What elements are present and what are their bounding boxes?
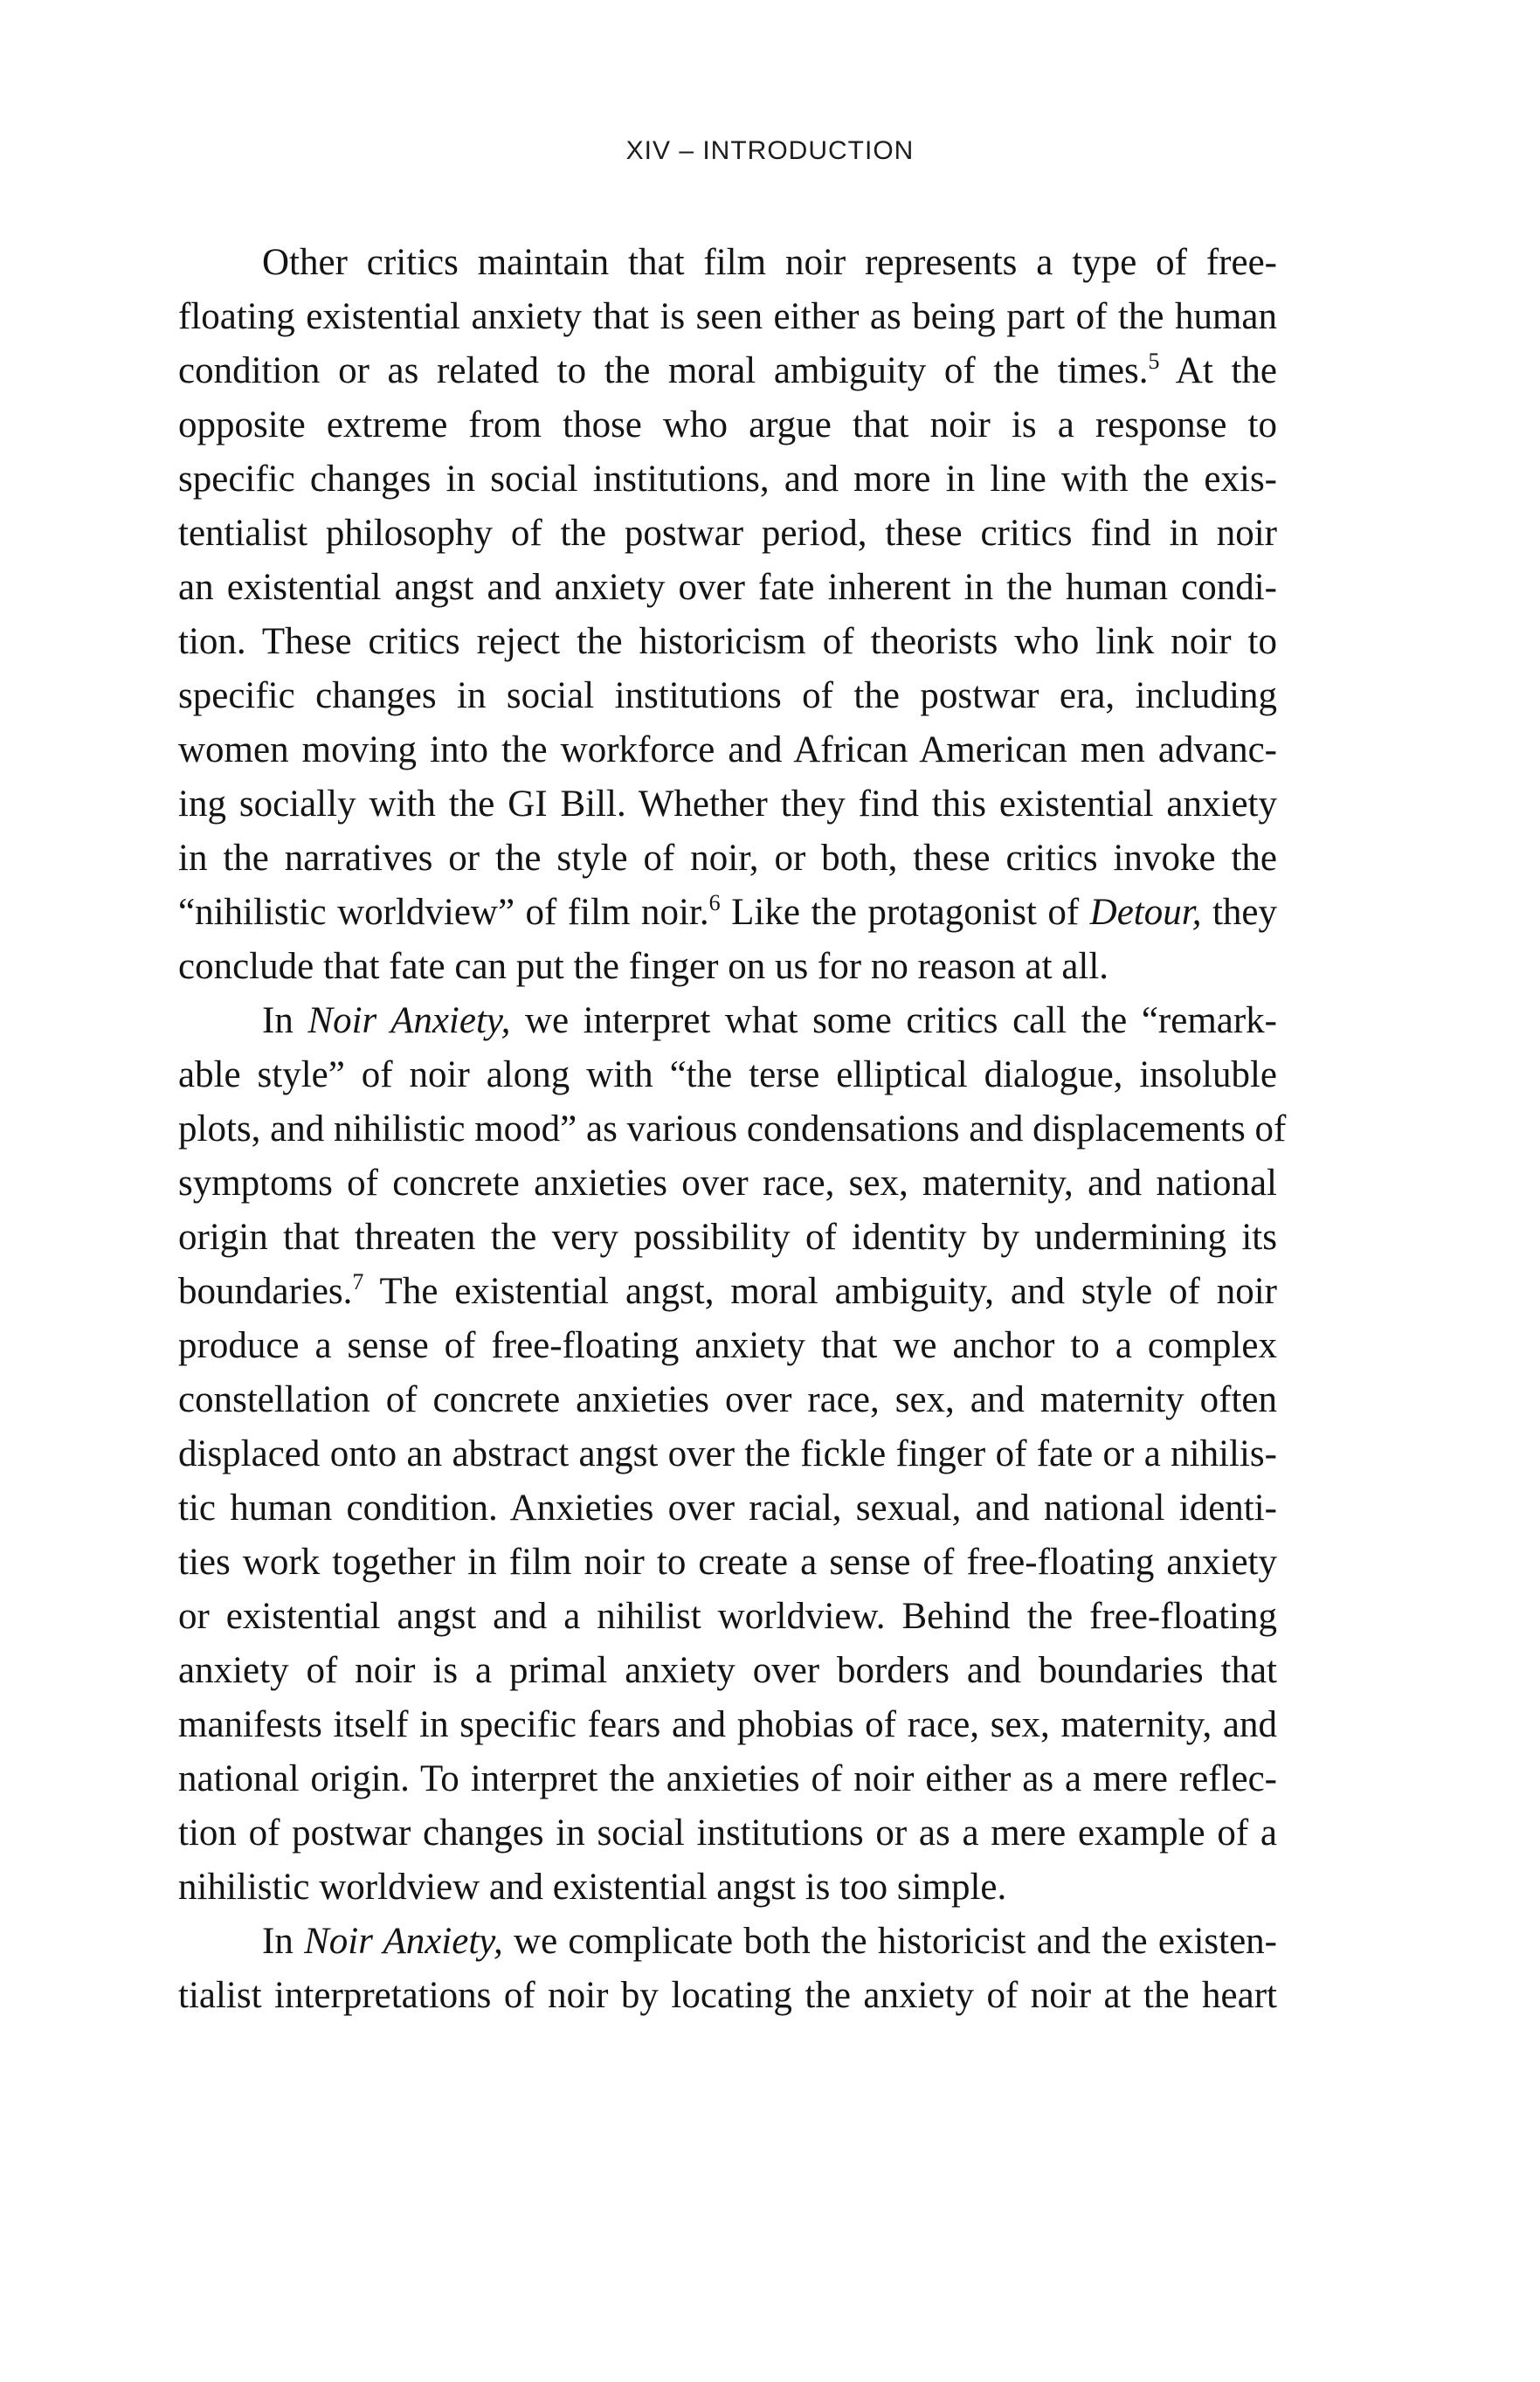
text-line: specific changes in social institutions, and more in line with the exis- [178,459,1277,500]
text-line: In Noir Anxiety, we complicate both the historicist and the existen- [262,1921,1277,1962]
text-line: an existential angst and anxiety over fate inherent in the human condi- [178,567,1277,608]
text-line: ties work together in film noir to create a sense of free-floating anxiety [178,1542,1277,1583]
text-line: conclude that fate can put the finger on us for no reason at all. [178,946,1109,987]
text-line: anxiety of noir is a primal anxiety over borders and boundaries that [178,1650,1277,1691]
text-line: condition or as related to the moral ambiguity of the times.$^5$ At the [178,349,1277,391]
text-line: able style” of noir along with “the terse elliptical dialogue, insoluble [178,1054,1277,1095]
text-line: in the narratives or the style of noir, or both, these critics invoke the [178,838,1277,879]
text-line: tentialist philosophy of the postwar period, these critics find in noir [178,513,1277,554]
book-title: Noir Anxiety, [304,1921,503,1962]
text-line: constellation of concrete anxieties over race, sex, and maternity often [178,1379,1277,1420]
text-line: ing socially with the GI Bill. Whether they find this existential anxiety [178,784,1277,825]
text-line: nihilistic worldview and existential angst is too simple. [178,1867,1007,1908]
text-line: boundaries.$^7$ The existential angst, moral ambiguity, and style of noir [178,1269,1277,1312]
book-title: Noir Anxiety, [307,1000,511,1041]
text-line: tion of postwar changes in social institutions or as a mere example of a [178,1812,1277,1854]
text-line: In Noir Anxiety, we interpret what some critics call the “remark- [262,1000,1277,1041]
text-line: plots, and nihilistic mood” as various condensations and displacements of [178,1108,1287,1150]
text-line: or existential angst and a nihilist worldview. Behind the free-floating [178,1596,1277,1637]
text-line: national origin. To interpret the anxieties of noir either as a mere reflec- [178,1758,1277,1799]
paragraph-2 [178,994,1287,1915]
text-line: Other critics maintain that film noir represents a type of free- [262,242,1277,283]
text-line: tion. These critics reject the historicism of theorists who link noir to [178,621,1277,662]
body-text [178,236,1287,2023]
footnote-ref-5: 5 [1148,349,1160,374]
text-line: specific changes in social institutions of the postwar era, including [178,675,1277,716]
footnote-ref-6: 6 [708,890,721,915]
paragraph-3 [178,1915,1277,2023]
footnote-ref-7: 7 [352,1269,364,1295]
text-line: opposite extreme from those who argue that noir is a response to [178,404,1277,445]
text-line: produce a sense of free-floating anxiety that we anchor to a complex [178,1325,1277,1366]
running-head: XIV – INTRODUCTION [625,136,915,165]
text-line: “nihilistic worldview” of film noir.$^6$ Like the protagonist of Detour, they [178,890,1277,933]
text-line: manifests itself in specific fears and phobias of race, sex, maternity, and [178,1704,1277,1745]
text-line: floating existential anxiety that is seen either as being part of the human [178,296,1277,337]
paragraph-1 [178,236,1277,994]
text-line: tic human condition. Anxieties over racial, sexual, and national identi- [178,1488,1277,1529]
text-line: symptoms of concrete anxieties over race, sex, maternity, and national [178,1163,1277,1204]
text-line: origin that threaten the very possibility of identity by undermining its [178,1217,1277,1258]
film-title: Detour, [1089,892,1202,933]
text-line: displaced onto an abstract angst over the fickle finger of fate or a nihilis- [178,1433,1277,1474]
text-line: women moving into the workforce and African American men advanc- [178,729,1277,770]
text-line: tialist interpretations of noir by locating the anxiety of noir at the heart [178,1975,1277,2016]
